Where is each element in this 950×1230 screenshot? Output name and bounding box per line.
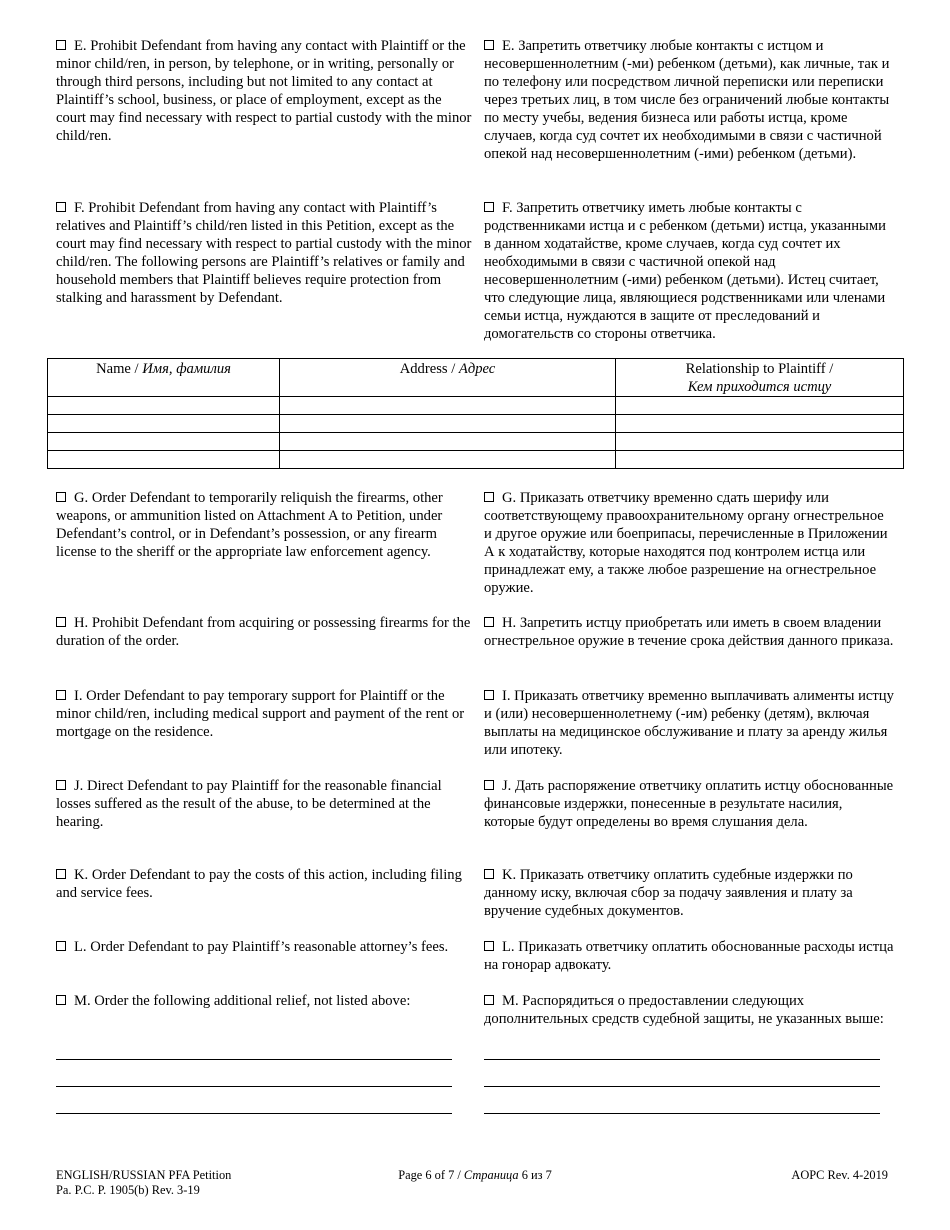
item-l-en-text: L. Order Defendant to pay Plaintiff’s reasonable attorney’s fees. [74, 939, 449, 955]
header-relationship [616, 359, 904, 397]
table-cell[interactable] [616, 433, 904, 451]
item-h-ru [484, 614, 894, 650]
item-i-en [56, 687, 472, 741]
item-k-ru [484, 866, 894, 920]
item-f-ru-text: F. Запретить ответчику иметь любые контакты с родственниками истца и с ребенком (детьми) истца, указанными в данном ходатайстве, кроме случаев, когда суд сочтет их необходимыми в связи с частичной опекой над несовершеннолетним (-ими) ребенком (детьми). Истец считает, что следующие лица, являющиеся родственниками или членами семьи истца, нуждаются в защите от преследований и домогательств со стороны ответчика. [484, 200, 886, 342]
item-g-ru-text: G. Приказать ответчику временно сдать шерифу или соответствующему правоохранительному органу огнестрельное и другое оружие или боеприпасы, перечисленные в Приложении А к ходатайству, которые находятся под контролем истца или принадлежат ему, а также любое разрешение на огнестрельное оружие. [484, 490, 888, 596]
footer-page-ru-word: Страница [463, 1168, 519, 1182]
item-m-ru [484, 992, 894, 1028]
footer-form-title: ENGLISH/RUSSIAN PFA Petition [56, 1168, 232, 1182]
item-j-en [56, 777, 472, 831]
additional-relief-line-en[interactable] [56, 1086, 452, 1087]
header-name-en: Name / [96, 361, 143, 377]
item-m-ru-checkbox[interactable] [484, 995, 494, 1005]
item-m-en-checkbox[interactable] [56, 995, 66, 1005]
header-relationship-en: Relationship to Plaintiff / [685, 361, 834, 377]
additional-relief-line-ru[interactable] [484, 1086, 880, 1087]
header-address [280, 359, 616, 397]
additional-relief-line-en[interactable] [56, 1113, 452, 1114]
additional-relief-line-ru[interactable] [484, 1113, 880, 1114]
item-h-en-text: H. Prohibit Defendant from acquiring or possessing firearms for the duration of the order. [56, 615, 471, 649]
item-e-en [56, 37, 472, 145]
item-f-en-checkbox[interactable] [56, 202, 66, 212]
item-l-ru-text: L. Приказать ответчику оплатить обоснованные расходы истца на гонорар адвокату. [484, 939, 894, 973]
table-cell[interactable] [280, 397, 616, 415]
item-h-en [56, 614, 472, 650]
table-cell[interactable] [280, 415, 616, 433]
item-g-en [56, 489, 472, 561]
header-address-en: Address / [399, 361, 459, 377]
header-name-ru: Имя, фамилия [142, 361, 231, 377]
item-e-ru [484, 37, 894, 163]
item-j-ru [484, 777, 894, 831]
header-name [48, 359, 280, 397]
item-i-en-text: I. Order Defendant to pay temporary support for Plaintiff or the minor child/ren, including medical support and payment of the rent or mortgage on the residence. [56, 688, 465, 740]
additional-relief-line-ru[interactable] [484, 1059, 880, 1060]
item-m-en-text: M. Order the following additional relief, not listed above: [74, 993, 411, 1009]
item-i-ru [484, 687, 894, 759]
table-cell[interactable] [616, 397, 904, 415]
table-cell[interactable] [48, 415, 280, 433]
item-f-ru [484, 199, 894, 343]
item-l-ru [484, 938, 894, 974]
item-h-en-checkbox[interactable] [56, 617, 66, 627]
footer-page-ru-rest: 6 из 7 [518, 1168, 552, 1182]
item-l-ru-checkbox[interactable] [484, 941, 494, 951]
item-f-ru-checkbox[interactable] [484, 202, 494, 212]
item-i-en-checkbox[interactable] [56, 690, 66, 700]
table-row [48, 433, 904, 451]
header-address-ru: Адрес [458, 361, 496, 377]
table-row [48, 397, 904, 415]
item-m-en [56, 992, 472, 1010]
item-k-en-text: K. Order Defendant to pay the costs of this action, including filing and service fees. [56, 867, 462, 901]
table-cell[interactable] [48, 451, 280, 469]
item-k-ru-checkbox[interactable] [484, 869, 494, 879]
header-relationship-ru: Кем приходится истцу [687, 379, 832, 395]
item-i-ru-text: I. Приказать ответчику временно выплачивать алименты истцу и (или) несовершеннолетнему (-им) ребенку (детям), включая выплаты на медицинское обслуживание и плату за аренду жилья или ипотеку. [484, 688, 894, 758]
item-e-en-text: E. Prohibit Defendant from having any contact with Plaintiff or the minor child/ren, in person, by telephone, or in writing, personally or through third persons, including but not limited to any contact at Plaintiff’s school, business, or place of employment, except as the court may find necessary with respect to partial custody with the minor child/ren. [56, 38, 472, 144]
item-e-ru-text: E. Запретить ответчику любые контакты с истцом и несовершеннолетним (-ми) ребенком (детьми), как личные, так и по телефону или посредством личной переписки или переписки через третьих лиц, в том числе без ограничений любые контакты по месту учебы, ведения бизнеса или работы истца, кроме случаев, когда суд сочтет их необходимыми в связи с частичной опекой над несовершеннолетним (-ими) ребенком (детьми). [484, 38, 890, 162]
footer-rule-ref: Pa. P.C. P. 1905(b) Rev. 3-19 [56, 1183, 200, 1197]
item-k-en-checkbox[interactable] [56, 869, 66, 879]
item-j-ru-text: J. Дать распоряжение ответчику оплатить истцу обоснованные финансовые издержки, понесенные в результате насилия, которые будут определены во время слушания дела. [484, 778, 894, 830]
table-cell[interactable] [280, 451, 616, 469]
item-h-ru-checkbox[interactable] [484, 617, 494, 627]
item-k-en [56, 866, 472, 902]
footer-revision: AOPC Rev. 4-2019 [791, 1168, 888, 1182]
table-cell[interactable] [616, 451, 904, 469]
item-g-en-checkbox[interactable] [56, 492, 66, 502]
table-row [48, 415, 904, 433]
item-g-ru [484, 489, 894, 597]
item-f-en-text: F. Prohibit Defendant from having any contact with Plaintiff’s relatives and Plaintiff’s child/ren listed in this Petition, except as the court may find necessary with respect to partial custody with the minor child/ren. The following persons are Plaintiff’s relatives or family and household members that Plaintiff believes require protection from stalking and harassment by Defendant. [56, 200, 472, 306]
item-l-en-checkbox[interactable] [56, 941, 66, 951]
item-f-en [56, 199, 472, 307]
item-g-ru-checkbox[interactable] [484, 492, 494, 502]
item-h-ru-text: H. Запретить истцу приобретать или иметь в своем владении огнестрельное оружие в течение срока действия данного приказа. [484, 615, 894, 649]
item-e-ru-checkbox[interactable] [484, 40, 494, 50]
table-header-row [48, 359, 904, 397]
item-j-ru-checkbox[interactable] [484, 780, 494, 790]
protected-persons-table [47, 358, 904, 469]
item-j-en-checkbox[interactable] [56, 780, 66, 790]
footer-page-en: Page 6 of 7 / [398, 1168, 464, 1182]
table-cell[interactable] [280, 433, 616, 451]
item-m-ru-text: M. Распорядиться о предоставлении следующих дополнительных средств судебной защиты, не указанных выше: [484, 993, 884, 1027]
item-i-ru-checkbox[interactable] [484, 690, 494, 700]
table-cell[interactable] [48, 397, 280, 415]
table-row [48, 451, 904, 469]
item-e-en-checkbox[interactable] [56, 40, 66, 50]
additional-relief-line-en[interactable] [56, 1059, 452, 1060]
item-l-en [56, 938, 472, 956]
item-g-en-text: G. Order Defendant to temporarily reliquish the firearms, other weapons, or ammunition listed on Attachment A to Petition, under Defendant’s control, or in Defendant’s possession, or any firearm license to the sheriff or the appropriate law enforcement agency. [56, 490, 443, 560]
table-cell[interactable] [616, 415, 904, 433]
table-cell[interactable] [48, 433, 280, 451]
item-j-en-text: J. Direct Defendant to pay Plaintiff for the reasonable financial losses suffered as the result of the abuse, to be determined at the hearing. [56, 778, 442, 830]
item-k-ru-text: K. Приказать ответчику оплатить судебные издержки по данному иску, включая сбор за подачу заявления и плату за вручение судебных документов. [484, 867, 853, 919]
